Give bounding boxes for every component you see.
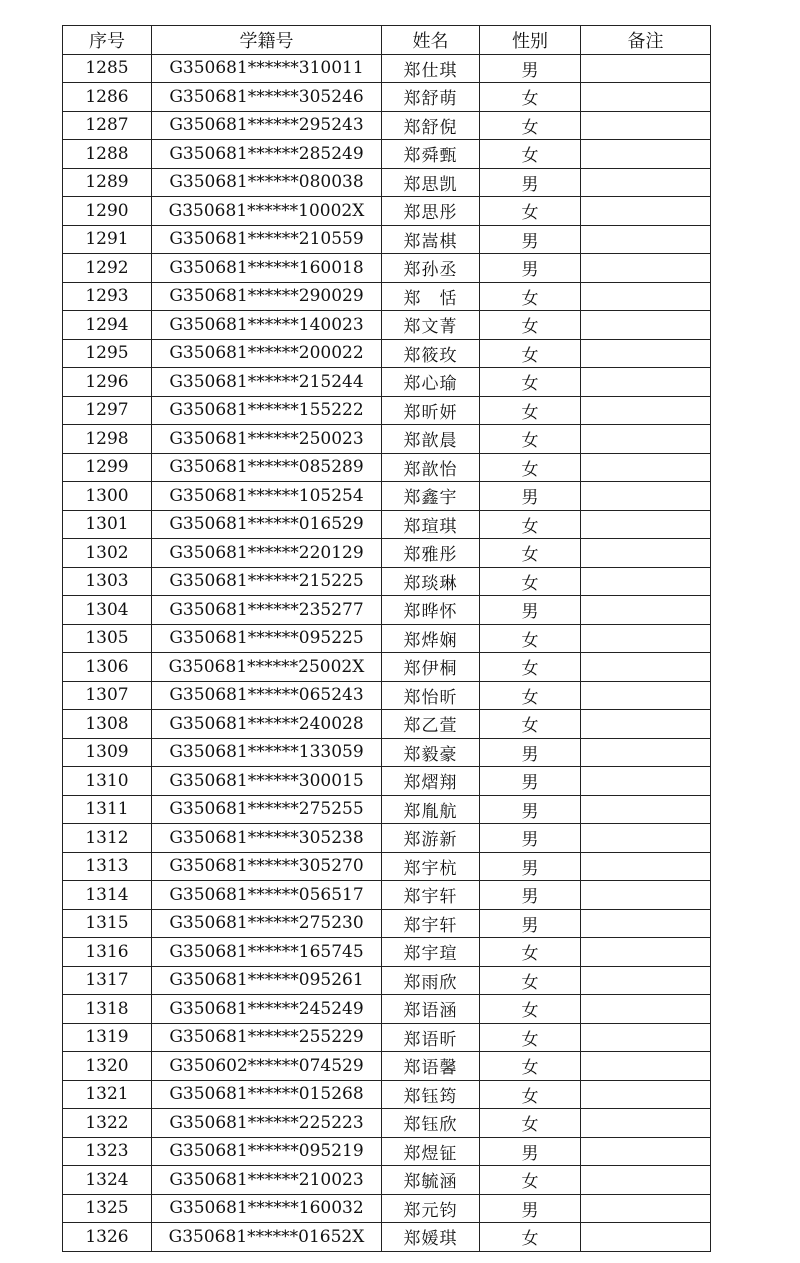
- cell-seq: 1307: [63, 681, 152, 710]
- cell-gender: 女: [480, 681, 581, 710]
- cell-student-id: G350681******200022: [152, 339, 382, 368]
- cell-gender: 男: [480, 54, 581, 83]
- cell-gender: 男: [480, 881, 581, 910]
- table-row: [63, 482, 711, 511]
- cell-name: 郑心瑜: [382, 368, 480, 397]
- table-row: [63, 824, 711, 853]
- header-row: [63, 26, 711, 55]
- cell-seq: 1322: [63, 1109, 152, 1138]
- cell-remark: [581, 909, 711, 938]
- cell-gender: 女: [480, 1080, 581, 1109]
- cell-remark: [581, 1023, 711, 1052]
- table-row: [63, 111, 711, 140]
- cell-student-id: G350681******085289: [152, 453, 382, 482]
- cell-name: 郑熠翔: [382, 767, 480, 796]
- cell-gender: 男: [480, 767, 581, 796]
- table-row: [63, 339, 711, 368]
- cell-remark: [581, 140, 711, 169]
- table-row: [63, 1137, 711, 1166]
- cell-name: 郑煜钲: [382, 1137, 480, 1166]
- cell-seq: 1289: [63, 168, 152, 197]
- cell-seq: 1304: [63, 596, 152, 625]
- table-row: [63, 396, 711, 425]
- cell-gender: 女: [480, 510, 581, 539]
- cell-student-id: G350681******25002X: [152, 653, 382, 682]
- cell-name: 郑鑫宇: [382, 482, 480, 511]
- table-row: [63, 938, 711, 967]
- cell-gender: 女: [480, 1023, 581, 1052]
- cell-student-id: G350681******305238: [152, 824, 382, 853]
- cell-remark: [581, 596, 711, 625]
- header-remark: 备注: [581, 26, 711, 55]
- cell-student-id: G350681******215225: [152, 567, 382, 596]
- cell-remark: [581, 396, 711, 425]
- table-row: [63, 1023, 711, 1052]
- table-row: [63, 282, 711, 311]
- table-row: [63, 881, 711, 910]
- cell-remark: [581, 54, 711, 83]
- cell-remark: [581, 539, 711, 568]
- table-row: [63, 1223, 711, 1252]
- cell-name: 郑毅豪: [382, 738, 480, 767]
- cell-remark: [581, 1052, 711, 1081]
- cell-remark: [581, 368, 711, 397]
- cell-gender: 女: [480, 1052, 581, 1081]
- cell-seq: 1302: [63, 539, 152, 568]
- cell-name: 郑胤航: [382, 795, 480, 824]
- cell-gender: 女: [480, 995, 581, 1024]
- cell-student-id: G350681******310011: [152, 54, 382, 83]
- cell-name: 郑毓涵: [382, 1166, 480, 1195]
- cell-gender: 女: [480, 938, 581, 967]
- cell-gender: 女: [480, 311, 581, 340]
- table-row: [63, 1166, 711, 1195]
- cell-seq: 1312: [63, 824, 152, 853]
- cell-gender: 女: [480, 1166, 581, 1195]
- table-row: [63, 1194, 711, 1223]
- cell-student-id: G350681******275230: [152, 909, 382, 938]
- cell-gender: 男: [480, 225, 581, 254]
- cell-seq: 1325: [63, 1194, 152, 1223]
- cell-name: 郑语昕: [382, 1023, 480, 1052]
- cell-name: 郑宇杭: [382, 852, 480, 881]
- cell-seq: 1300: [63, 482, 152, 511]
- cell-gender: 女: [480, 140, 581, 169]
- cell-remark: [581, 254, 711, 283]
- cell-name: 郑舜甄: [382, 140, 480, 169]
- cell-name: 郑昕妍: [382, 396, 480, 425]
- cell-gender: 女: [480, 396, 581, 425]
- header-seq: 序号: [63, 26, 152, 55]
- cell-gender: 男: [480, 1137, 581, 1166]
- table-row: [63, 567, 711, 596]
- table-row: [63, 767, 711, 796]
- cell-student-id: G350681******01652X: [152, 1223, 382, 1252]
- table-row: [63, 909, 711, 938]
- cell-name: 郑思彤: [382, 197, 480, 226]
- cell-name: 郑烨娴: [382, 624, 480, 653]
- cell-gender: 女: [480, 282, 581, 311]
- cell-name: 郑钰欣: [382, 1109, 480, 1138]
- cell-remark: [581, 1166, 711, 1195]
- table-row: [63, 795, 711, 824]
- cell-seq: 1298: [63, 425, 152, 454]
- table-row: [63, 738, 711, 767]
- cell-gender: 女: [480, 624, 581, 653]
- cell-remark: [581, 168, 711, 197]
- cell-name: 郑舒倪: [382, 111, 480, 140]
- cell-name: 郑思凯: [382, 168, 480, 197]
- cell-seq: 1321: [63, 1080, 152, 1109]
- cell-seq: 1319: [63, 1023, 152, 1052]
- table-row: [63, 653, 711, 682]
- cell-student-id: G350681******285249: [152, 140, 382, 169]
- cell-remark: [581, 425, 711, 454]
- cell-student-id: G350681******10002X: [152, 197, 382, 226]
- cell-gender: 男: [480, 596, 581, 625]
- cell-name: 郑舒萌: [382, 83, 480, 112]
- cell-student-id: G350681******295243: [152, 111, 382, 140]
- cell-remark: [581, 1109, 711, 1138]
- cell-gender: 女: [480, 710, 581, 739]
- table-row: [63, 225, 711, 254]
- cell-student-id: G350602******074529: [152, 1052, 382, 1081]
- table-row: [63, 254, 711, 283]
- table-row: [63, 54, 711, 83]
- cell-name: 郑乙萱: [382, 710, 480, 739]
- table-row: [63, 1052, 711, 1081]
- cell-gender: 女: [480, 339, 581, 368]
- cell-student-id: G350681******275255: [152, 795, 382, 824]
- cell-name: 郑语馨: [382, 1052, 480, 1081]
- cell-seq: 1306: [63, 653, 152, 682]
- table-row: [63, 168, 711, 197]
- header-name: 姓名: [382, 26, 480, 55]
- table-row: [63, 140, 711, 169]
- cell-remark: [581, 767, 711, 796]
- table-row: [63, 311, 711, 340]
- cell-gender: 男: [480, 909, 581, 938]
- cell-seq: 1324: [63, 1166, 152, 1195]
- cell-name: 郑媛琪: [382, 1223, 480, 1252]
- table-row: [63, 197, 711, 226]
- cell-remark: [581, 681, 711, 710]
- table-row: [63, 1109, 711, 1138]
- cell-student-id: G350681******215244: [152, 368, 382, 397]
- cell-seq: 1299: [63, 453, 152, 482]
- cell-seq: 1286: [63, 83, 152, 112]
- cell-remark: [581, 311, 711, 340]
- cell-seq: 1305: [63, 624, 152, 653]
- cell-remark: [581, 225, 711, 254]
- cell-seq: 1288: [63, 140, 152, 169]
- cell-student-id: G350681******220129: [152, 539, 382, 568]
- cell-student-id: G350681******165745: [152, 938, 382, 967]
- cell-name: 郑文菁: [382, 311, 480, 340]
- cell-name: 郑歆怡: [382, 453, 480, 482]
- table-row: [63, 596, 711, 625]
- cell-student-id: G350681******140023: [152, 311, 382, 340]
- cell-seq: 1318: [63, 995, 152, 1024]
- cell-gender: 女: [480, 197, 581, 226]
- cell-remark: [581, 966, 711, 995]
- cell-student-id: G350681******080038: [152, 168, 382, 197]
- cell-remark: [581, 111, 711, 140]
- cell-student-id: G350681******056517: [152, 881, 382, 910]
- cell-name: 郑伊桐: [382, 653, 480, 682]
- cell-student-id: G350681******305246: [152, 83, 382, 112]
- cell-student-id: G350681******105254: [152, 482, 382, 511]
- cell-name: 郑语涵: [382, 995, 480, 1024]
- cell-student-id: G350681******245249: [152, 995, 382, 1024]
- cell-name: 郑筱玫: [382, 339, 480, 368]
- cell-seq: 1313: [63, 852, 152, 881]
- cell-seq: 1297: [63, 396, 152, 425]
- cell-student-id: G350681******095261: [152, 966, 382, 995]
- cell-name: 郑宇轩: [382, 909, 480, 938]
- cell-remark: [581, 852, 711, 881]
- cell-name: 郑宇轩: [382, 881, 480, 910]
- cell-seq: 1292: [63, 254, 152, 283]
- cell-student-id: G350681******016529: [152, 510, 382, 539]
- cell-student-id: G350681******210559: [152, 225, 382, 254]
- cell-gender: 女: [480, 83, 581, 112]
- cell-remark: [581, 282, 711, 311]
- cell-name: 郑元钧: [382, 1194, 480, 1223]
- cell-name: 郑瑄琪: [382, 510, 480, 539]
- cell-gender: 女: [480, 425, 581, 454]
- cell-student-id: G350681******300015: [152, 767, 382, 796]
- cell-gender: 女: [480, 539, 581, 568]
- cell-seq: 1320: [63, 1052, 152, 1081]
- cell-remark: [581, 938, 711, 967]
- cell-student-id: G350681******255229: [152, 1023, 382, 1052]
- cell-seq: 1309: [63, 738, 152, 767]
- table-row: [63, 368, 711, 397]
- cell-gender: 女: [480, 453, 581, 482]
- cell-name: 郑琰琳: [382, 567, 480, 596]
- table-row: [63, 539, 711, 568]
- table-row: [63, 83, 711, 112]
- cell-remark: [581, 83, 711, 112]
- cell-remark: [581, 710, 711, 739]
- cell-gender: 男: [480, 738, 581, 767]
- cell-name: 郑雨欣: [382, 966, 480, 995]
- cell-seq: 1295: [63, 339, 152, 368]
- cell-name: 郑 恬: [382, 282, 480, 311]
- cell-seq: 1294: [63, 311, 152, 340]
- table-row: [63, 453, 711, 482]
- cell-seq: 1293: [63, 282, 152, 311]
- cell-gender: 男: [480, 1194, 581, 1223]
- cell-gender: 男: [480, 168, 581, 197]
- cell-seq: 1311: [63, 795, 152, 824]
- cell-name: 郑孙丞: [382, 254, 480, 283]
- cell-name: 郑仕琪: [382, 54, 480, 83]
- cell-gender: 男: [480, 795, 581, 824]
- table-row: [63, 995, 711, 1024]
- header-student-id: 学籍号: [152, 26, 382, 55]
- cell-gender: 男: [480, 254, 581, 283]
- cell-seq: 1291: [63, 225, 152, 254]
- cell-name: 郑雅彤: [382, 539, 480, 568]
- table-row: [63, 966, 711, 995]
- cell-gender: 女: [480, 111, 581, 140]
- cell-seq: 1323: [63, 1137, 152, 1166]
- cell-name: 郑歆晨: [382, 425, 480, 454]
- table-row: [63, 1080, 711, 1109]
- cell-name: 郑怡昕: [382, 681, 480, 710]
- cell-remark: [581, 624, 711, 653]
- cell-seq: 1303: [63, 567, 152, 596]
- cell-student-id: G350681******225223: [152, 1109, 382, 1138]
- cell-gender: 女: [480, 368, 581, 397]
- cell-remark: [581, 795, 711, 824]
- cell-student-id: G350681******250023: [152, 425, 382, 454]
- cell-student-id: G350681******065243: [152, 681, 382, 710]
- cell-remark: [581, 482, 711, 511]
- cell-remark: [581, 995, 711, 1024]
- cell-seq: 1317: [63, 966, 152, 995]
- cell-remark: [581, 197, 711, 226]
- cell-gender: 女: [480, 966, 581, 995]
- cell-name: 郑游新: [382, 824, 480, 853]
- cell-seq: 1287: [63, 111, 152, 140]
- cell-seq: 1296: [63, 368, 152, 397]
- cell-student-id: G350681******210023: [152, 1166, 382, 1195]
- cell-seq: 1308: [63, 710, 152, 739]
- cell-remark: [581, 738, 711, 767]
- table-row: [63, 710, 711, 739]
- cell-student-id: G350681******305270: [152, 852, 382, 881]
- cell-remark: [581, 1223, 711, 1252]
- cell-seq: 1326: [63, 1223, 152, 1252]
- cell-remark: [581, 653, 711, 682]
- cell-gender: 女: [480, 1109, 581, 1138]
- cell-remark: [581, 339, 711, 368]
- cell-seq: 1290: [63, 197, 152, 226]
- cell-name: 郑晔怀: [382, 596, 480, 625]
- cell-remark: [581, 1080, 711, 1109]
- table-header: [63, 26, 711, 55]
- cell-student-id: G350681******240028: [152, 710, 382, 739]
- cell-gender: 男: [480, 824, 581, 853]
- table-row: [63, 510, 711, 539]
- cell-remark: [581, 453, 711, 482]
- cell-seq: 1310: [63, 767, 152, 796]
- cell-student-id: G350681******015268: [152, 1080, 382, 1109]
- cell-remark: [581, 510, 711, 539]
- cell-seq: 1285: [63, 54, 152, 83]
- cell-student-id: G350681******160032: [152, 1194, 382, 1223]
- cell-gender: 女: [480, 653, 581, 682]
- cell-student-id: G350681******095219: [152, 1137, 382, 1166]
- cell-remark: [581, 567, 711, 596]
- student-roster-table: [62, 25, 711, 1252]
- cell-seq: 1316: [63, 938, 152, 967]
- cell-seq: 1301: [63, 510, 152, 539]
- cell-name: 郑钰筠: [382, 1080, 480, 1109]
- cell-student-id: G350681******155222: [152, 396, 382, 425]
- table-row: [63, 681, 711, 710]
- table-row: [63, 425, 711, 454]
- table-row: [63, 852, 711, 881]
- cell-seq: 1314: [63, 881, 152, 910]
- cell-name: 郑嵩棋: [382, 225, 480, 254]
- cell-seq: 1315: [63, 909, 152, 938]
- cell-gender: 女: [480, 567, 581, 596]
- cell-gender: 男: [480, 852, 581, 881]
- cell-remark: [581, 881, 711, 910]
- cell-student-id: G350681******235277: [152, 596, 382, 625]
- cell-gender: 男: [480, 482, 581, 511]
- cell-remark: [581, 1194, 711, 1223]
- cell-gender: 女: [480, 1223, 581, 1252]
- cell-remark: [581, 824, 711, 853]
- header-gender: 性别: [480, 26, 581, 55]
- cell-student-id: G350681******095225: [152, 624, 382, 653]
- cell-student-id: G350681******160018: [152, 254, 382, 283]
- cell-name: 郑宇瑄: [382, 938, 480, 967]
- cell-student-id: G350681******133059: [152, 738, 382, 767]
- cell-remark: [581, 1137, 711, 1166]
- cell-student-id: G350681******290029: [152, 282, 382, 311]
- table-body: [63, 54, 711, 1251]
- table-row: [63, 624, 711, 653]
